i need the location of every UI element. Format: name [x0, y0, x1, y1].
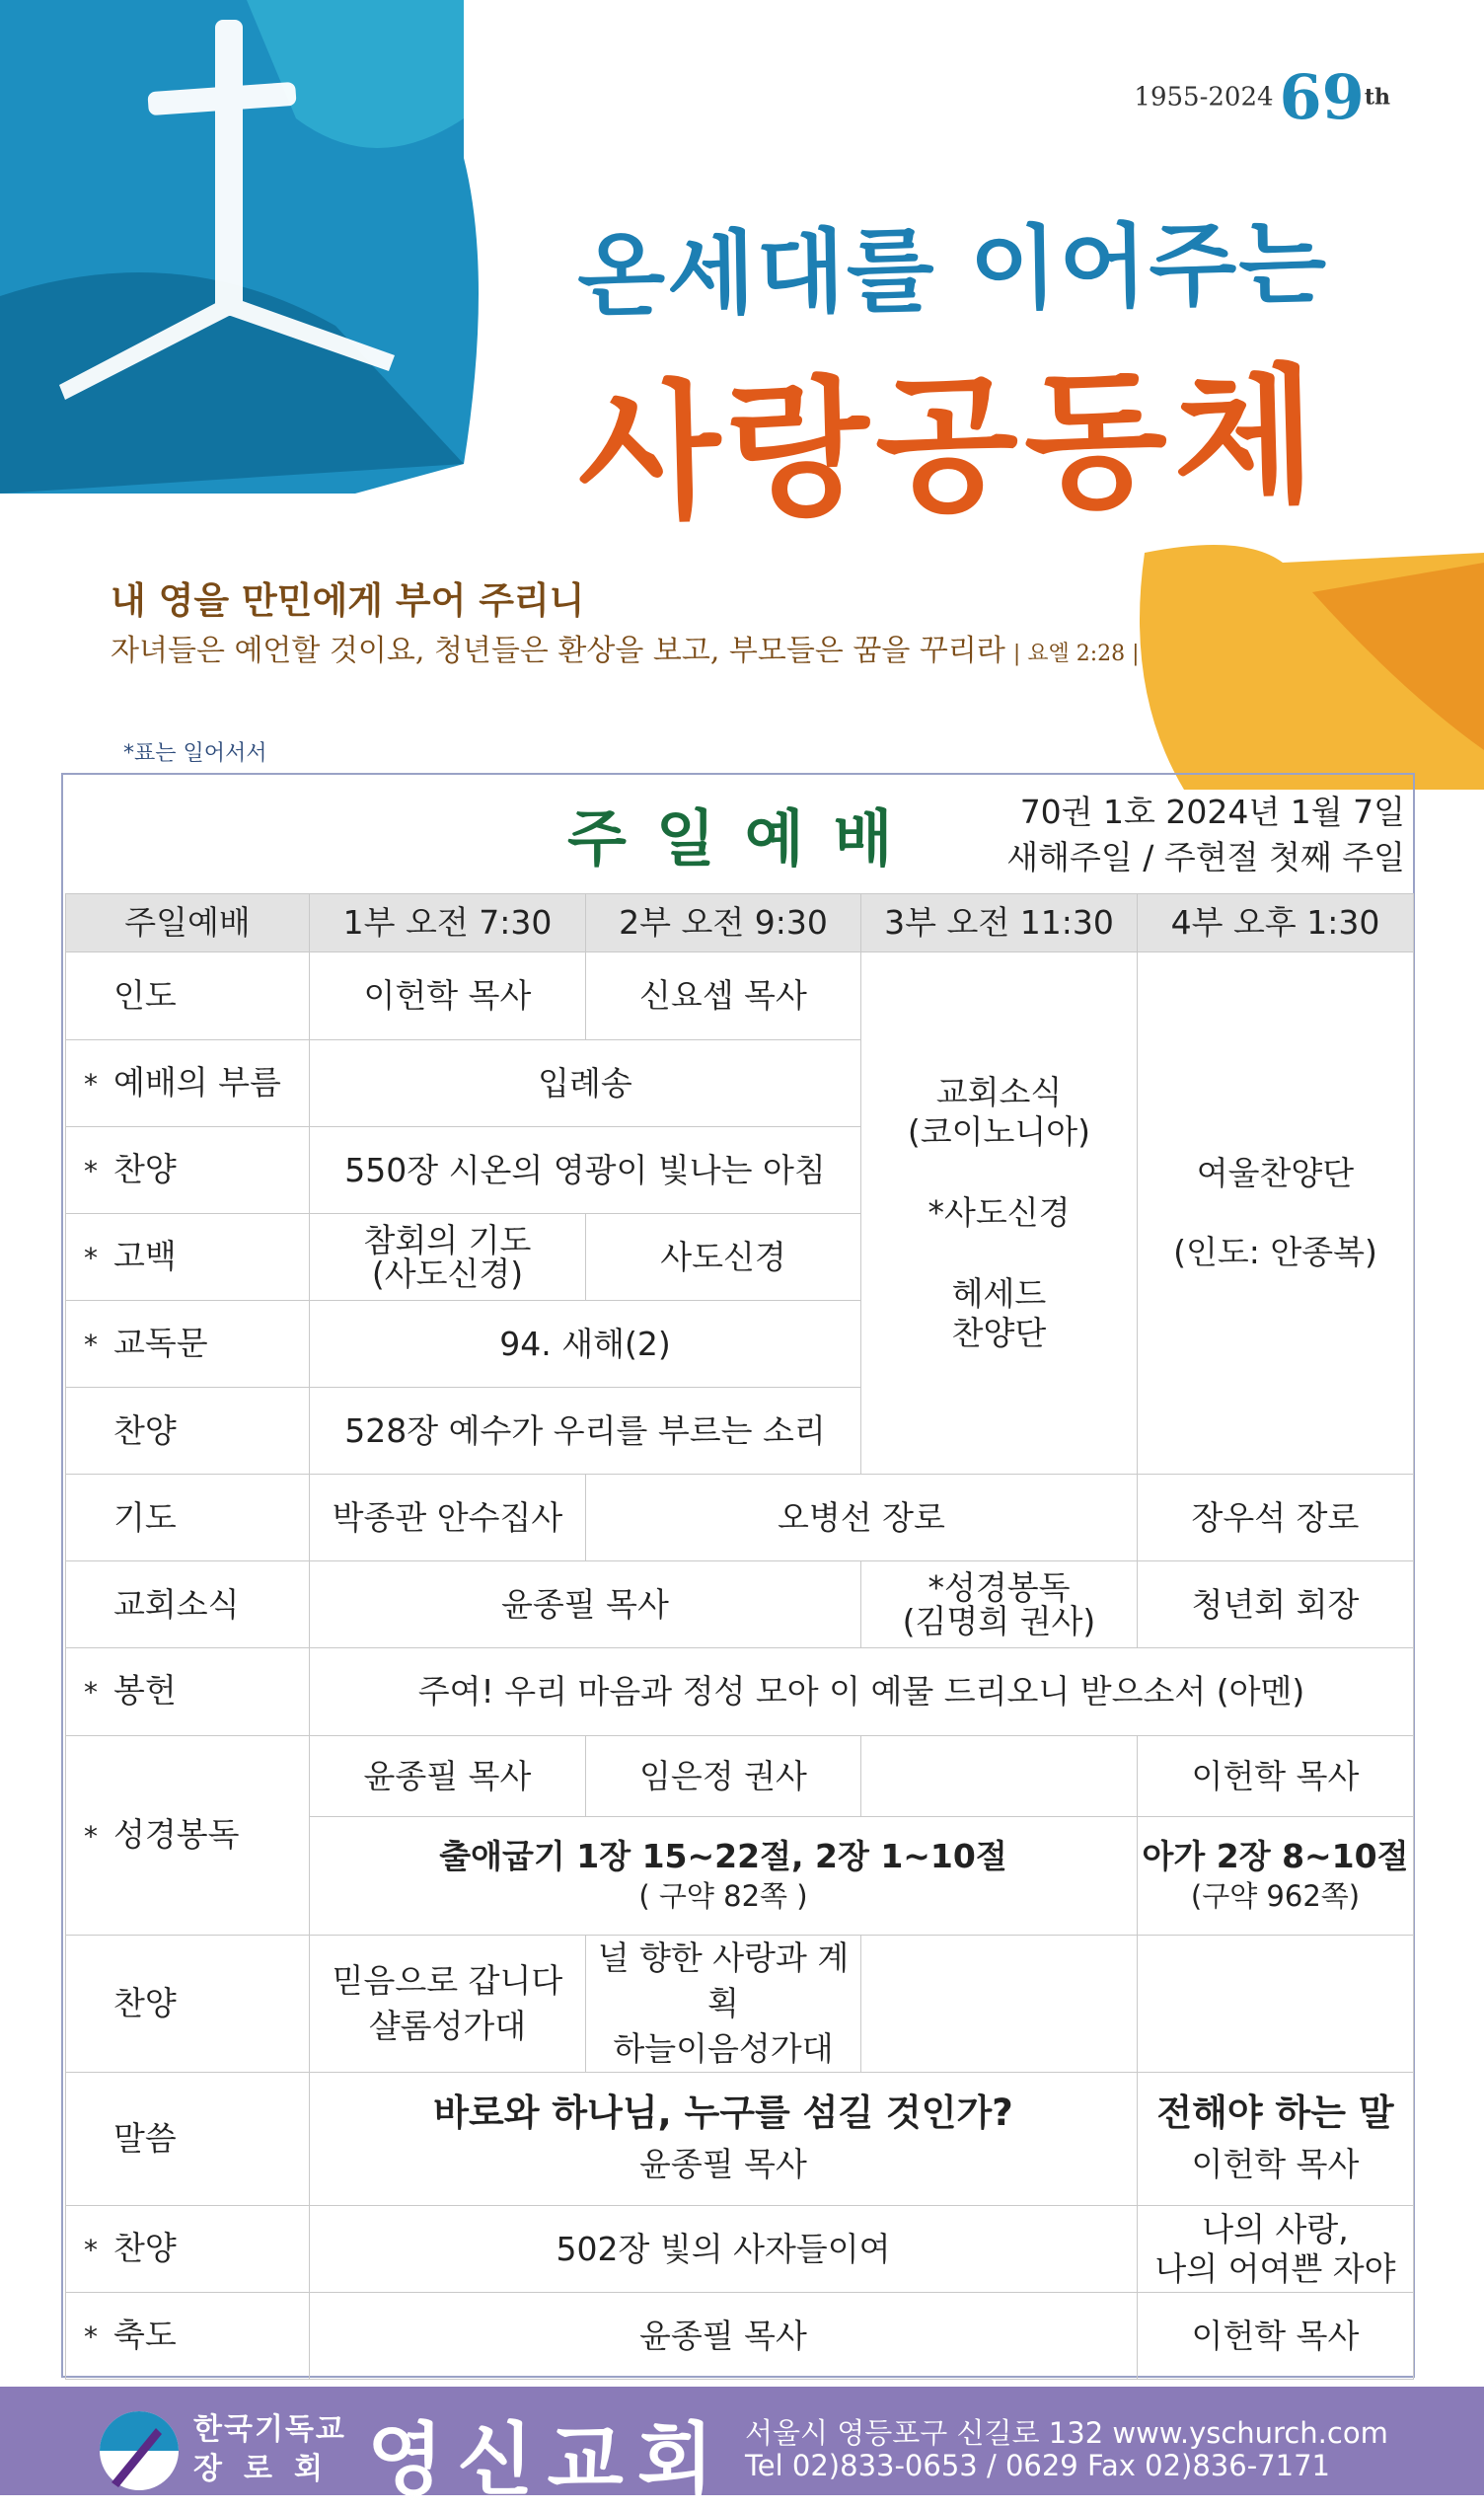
cell-line: 나의 어여쁜 자야 — [1154, 2248, 1396, 2288]
cell: 이헌학 목사 — [1138, 2293, 1414, 2380]
church-address: 서울시 영등포구 신길로 132 www.yschurch.com — [745, 2416, 1388, 2450]
sermon-cell-4 — [1138, 2073, 1414, 2206]
anniversary-badge — [1134, 61, 1390, 133]
denomination-line2: 장로회 — [193, 2452, 344, 2486]
cell-line: *성경봉독 — [928, 1567, 1071, 1607]
cell: 임은정 권사 — [586, 1736, 861, 1817]
cell-line: 샬롬성가대 — [368, 2007, 527, 2045]
cell: 박종관 안수집사 — [310, 1475, 586, 1561]
service-3-block — [861, 952, 1138, 1475]
service-4-block — [1138, 952, 1414, 1475]
church-contact: Tel 02)833-0653 / 0629 Fax 02)836-7171 — [745, 2449, 1330, 2482]
row-label-text: 찬양 — [113, 1410, 177, 1450]
standing-star: * — [84, 1241, 98, 1274]
cell — [861, 1561, 1138, 1648]
table-row — [66, 1736, 1414, 1817]
standing-note: *표는 일어서서 — [123, 741, 267, 766]
anniversary-suffix: th — [1364, 84, 1390, 111]
row-label-text: 축도 — [113, 2315, 177, 2354]
header-service-4: 4부 오후 1:30 — [1138, 894, 1414, 952]
standing-star: * — [84, 1819, 98, 1853]
cell-line: 믿음으로 갑니다 — [332, 1961, 563, 2000]
row-label-text: 찬양 — [113, 2228, 177, 2267]
cell — [1138, 1936, 1414, 2073]
row-label — [66, 1475, 310, 1561]
passage-text: 아가 2장 8~10절 — [1142, 1836, 1409, 1875]
row-label — [66, 1388, 310, 1475]
table-row — [66, 952, 1414, 1040]
service-order-table — [65, 893, 1414, 2380]
row-label-text: 예배의 부름 — [113, 1062, 281, 1102]
header-service-2: 2부 오전 9:30 — [586, 894, 861, 952]
standing-star: * — [84, 1328, 98, 1361]
standing-star: * — [84, 1154, 98, 1187]
row-label — [66, 1736, 310, 1936]
cell — [586, 1936, 861, 2073]
cell: 94. 새해(2) — [310, 1301, 861, 1388]
cell — [861, 1936, 1138, 2073]
cell: 윤종필 목사 — [310, 1736, 586, 1817]
cell: 청년회 회장 — [1138, 1561, 1414, 1648]
sermon-cell — [310, 2073, 1138, 2206]
cell: 이헌학 목사 — [1138, 1736, 1414, 1817]
cell — [310, 1214, 586, 1301]
cell-line: 널 향한 사랑과 계획 — [597, 1939, 850, 2022]
row-label-text: 찬양 — [113, 1984, 177, 2022]
cell-line: 참회의 기도 — [363, 1220, 532, 1259]
church-logo-icon — [97, 2408, 182, 2493]
issue-info — [1006, 790, 1405, 880]
anniversary-number: 69 — [1279, 61, 1365, 133]
cell: 528장 예수가 우리를 부르는 소리 — [310, 1388, 861, 1475]
cell: 550장 시온의 영광이 빛나는 아침 — [310, 1127, 861, 1214]
cell: 오병선 장로 — [586, 1475, 1138, 1561]
cell: 장우석 장로 — [1138, 1475, 1414, 1561]
row-label — [66, 1936, 310, 2073]
table-row — [66, 1561, 1414, 1648]
cell — [861, 1736, 1138, 1817]
row-label — [66, 1648, 310, 1736]
table-row — [66, 2293, 1414, 2380]
cell — [1138, 2206, 1414, 2293]
verse-line2 — [111, 626, 1140, 669]
table-row — [66, 1936, 1414, 2073]
s3-line: *사도신경 — [928, 1193, 1071, 1232]
standing-star: * — [84, 2233, 98, 2266]
row-label-text: 봉헌 — [113, 1671, 177, 1710]
row-label — [66, 952, 310, 1040]
title-line1: 온세대를 이어주는 — [576, 210, 1330, 330]
bulletin-title: 주일예배 — [567, 802, 923, 875]
row-label-text: 성경봉독 — [113, 1814, 240, 1854]
header-service-3: 3부 오전 11:30 — [861, 894, 1138, 952]
passage-page: ( 구약 82쪽 ) — [638, 1878, 808, 1913]
issue-sunday-name: 새해주일 / 주현절 첫째 주일 — [1006, 838, 1405, 876]
row-label-text: 말씀 — [113, 2119, 177, 2158]
s3-line: 헤세드 — [951, 1274, 1047, 1313]
preacher: 이헌학 목사 — [1191, 2145, 1360, 2183]
cell-line: (김명희 권사) — [902, 1601, 1096, 1640]
passage-text: 출애굽기 1장 15~22절, 2장 1~10절 — [439, 1836, 1007, 1875]
passage-cell — [310, 1817, 1138, 1936]
title-line2: 사랑공동체 — [575, 350, 1325, 542]
cell — [310, 1936, 586, 2073]
church-name: 영신교회 — [367, 2414, 728, 2506]
table-header-row — [66, 894, 1414, 952]
cell-line: 하늘이음성가대 — [613, 2029, 834, 2068]
s4-line: (인도: 안종복) — [1173, 1233, 1377, 1271]
row-label — [66, 2073, 310, 2206]
header-service-1: 1부 오전 7:30 — [310, 894, 586, 952]
verse-line1: 내 영을 만민에게 부어 주리니 — [111, 579, 585, 622]
row-label — [66, 1214, 310, 1301]
anniversary-years: 1955-2024 — [1134, 82, 1274, 113]
table-row — [66, 2206, 1414, 2293]
row-label — [66, 1040, 310, 1127]
cell: 신요셉 목사 — [586, 952, 861, 1040]
s3-line: 교회소식 — [935, 1073, 1063, 1111]
cell: 입례송 — [310, 1040, 861, 1127]
s3-line: (코이노니아) — [907, 1112, 1091, 1151]
verse-reference: | 요엘 2:28 | — [1012, 642, 1140, 666]
s4-line: 여울찬양단 — [1196, 1154, 1355, 1192]
row-label — [66, 1561, 310, 1648]
table-row — [66, 2073, 1414, 2206]
passage-page: (구약 962쪽) — [1190, 1878, 1361, 1913]
sermon-title: 바로와 하나님, 누구를 섬길 것인가? — [433, 2092, 1013, 2134]
standing-star: * — [84, 1676, 98, 1709]
row-label-text: 교독문 — [113, 1323, 208, 1362]
cell: 주여! 우리 마음과 정성 모아 이 예물 드리오니 받으소서 (아멘) — [310, 1648, 1414, 1736]
verse-text: 자녀들은 예언할 것이요, 청년들은 환상을 보고, 부모들은 꿈을 꾸리라 — [111, 634, 1005, 668]
cell: 윤종필 목사 — [310, 1561, 861, 1648]
denomination-line1: 한국기독교 — [193, 2412, 346, 2447]
row-label-text: 찬양 — [113, 1149, 177, 1188]
row-label — [66, 2293, 310, 2380]
sermon-title: 전해야 하는 말 — [1156, 2092, 1394, 2134]
standing-star: * — [84, 1067, 98, 1101]
row-label-text: 교회소식 — [113, 1584, 240, 1624]
s3-line: 찬양단 — [951, 1314, 1047, 1352]
table-row — [66, 1648, 1414, 1736]
row-label — [66, 1301, 310, 1388]
cell-line: 나의 사랑, — [1202, 2209, 1349, 2248]
preacher: 윤종필 목사 — [639, 2145, 807, 2183]
cell: 502장 빛의 사자들이여 — [310, 2206, 1138, 2293]
row-label-text: 기도 — [113, 1497, 177, 1537]
issue-number-date: 70권 1호 2024년 1월 7일 — [1019, 793, 1405, 831]
header-worship: 주일예배 — [66, 894, 310, 952]
row-label — [66, 2206, 310, 2293]
cell: 윤종필 목사 — [310, 2293, 1138, 2380]
row-label — [66, 1127, 310, 1214]
cell-line: (사도신경) — [371, 1254, 524, 1293]
row-label-text: 고백 — [113, 1236, 177, 1275]
table-row — [66, 1475, 1414, 1561]
standing-star: * — [84, 2320, 98, 2353]
passage-cell-4 — [1138, 1817, 1414, 1936]
cell: 사도신경 — [586, 1214, 861, 1301]
cell: 이헌학 목사 — [310, 952, 586, 1040]
row-label-text: 인도 — [113, 976, 177, 1015]
